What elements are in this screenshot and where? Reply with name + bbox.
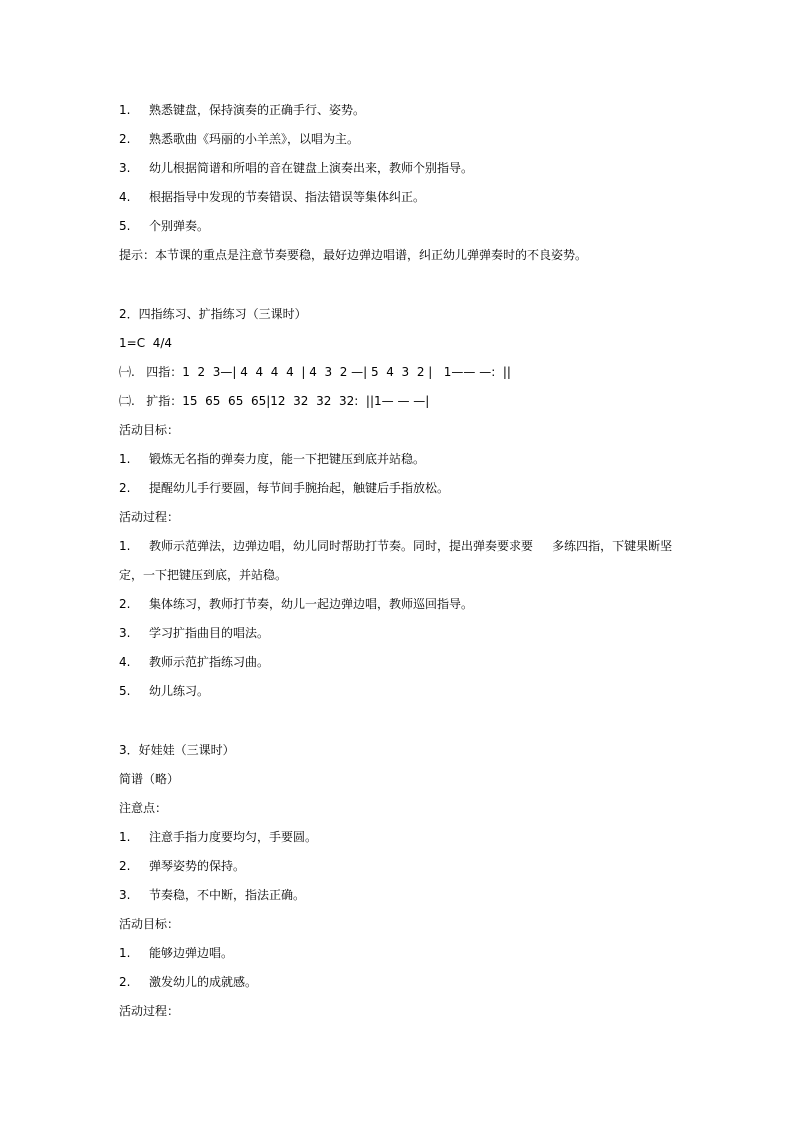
process-label: 活动过程： — [119, 510, 180, 524]
list-item — [119, 131, 359, 147]
list-item — [119, 945, 233, 961]
notation-line: ㈠. 四指：1 2 3—| 4 4 4 4 | 4 3 2 —| 5 4 3 2 | 1—— —: || — [119, 365, 511, 379]
list-item — [119, 625, 269, 641]
list-item — [119, 596, 473, 612]
item-text: 幼儿根据简谱和所唱的音在键盘上演奏出来，教师个别指导。 — [149, 161, 474, 175]
item-number: 3. — [119, 888, 131, 902]
item-number: 2. — [119, 481, 131, 495]
item-text: 个别弹奏。 — [149, 219, 210, 233]
item-number: 2. — [119, 975, 131, 989]
item-number: 4. — [119, 655, 131, 669]
item-number: 1. — [119, 539, 131, 553]
item-number: 4. — [119, 190, 131, 204]
list-item — [119, 858, 245, 874]
tip-text: 提示：本节课的重点是注意节奏要稳，最好边弹边唱谱，纠正幼儿弹弹奏时的不良姿势。 — [119, 248, 588, 262]
item-text: 学习扩指曲目的唱法。 — [149, 626, 270, 640]
item-text: 弹琴姿势的保持。 — [149, 859, 246, 873]
list-item — [119, 974, 257, 990]
item-number: 1. — [119, 830, 131, 844]
list-item — [119, 189, 425, 205]
section-title: 2．四指练习、扩指练习（三课时） — [119, 307, 307, 321]
item-text: 教师示范弹法，边弹边唱，幼儿同时帮助打节奏。同时，提出弹奏要求要 多练四指，下键果断坚 — [149, 539, 673, 553]
item-text: 根据指导中发现的节奏错误、指法错误等集体纠正。 — [149, 190, 426, 204]
list-item — [119, 654, 269, 670]
item-number: 2. — [119, 132, 131, 146]
process-label: 活动过程： — [119, 1004, 180, 1018]
list-item — [119, 451, 425, 467]
item-number: 3. — [119, 626, 131, 640]
item-number: 5. — [119, 219, 131, 233]
item-text: 熟悉键盘，保持演奏的正确手行、姿势。 — [149, 103, 366, 117]
list-item — [119, 218, 209, 234]
item-text: 教师示范扩指练习曲。 — [149, 655, 270, 669]
item-text: 提醒幼儿手行要圆，每节间手腕抬起，触键后手指放松。 — [149, 481, 450, 495]
item-number: 2. — [119, 859, 131, 873]
key-signature: 1=C 4/4 — [119, 336, 173, 350]
item-text: 锻炼无名指的弹奏力度，能一下把键压到底并站稳。 — [149, 452, 426, 466]
list-item — [119, 480, 449, 496]
goal-label: 活动目标： — [119, 423, 180, 437]
list-item — [119, 538, 672, 554]
item-number: 2. — [119, 597, 131, 611]
item-text: 注意手指力度要均匀，手要圆。 — [149, 830, 318, 844]
item-number: 3. — [119, 161, 131, 175]
item-text: 熟悉歌曲《玛丽的小羊羔》，以唱为主。 — [149, 132, 360, 146]
item-number: 1. — [119, 103, 131, 117]
list-item — [119, 683, 209, 699]
list-item — [119, 829, 317, 845]
item-number: 1. — [119, 452, 131, 466]
item-number: 1. — [119, 946, 131, 960]
item-number: 5. — [119, 684, 131, 698]
item-text: 幼儿练习。 — [149, 684, 210, 698]
item-text: 节奏稳，不中断，指法正确。 — [149, 888, 306, 902]
notes-label: 注意点： — [119, 801, 168, 815]
list-item-continued: 定，一下把键压到底，并站稳。 — [119, 568, 288, 582]
goal-label: 活动目标： — [119, 917, 180, 931]
score-note: 简谱（略） — [119, 772, 180, 786]
item-text: 集体练习，教师打节奏，幼儿一起边弹边唱，教师巡回指导。 — [149, 597, 474, 611]
notation-line: ㈡. 扩指：15 65 65 65|12 32 32 32: ||1— — —| — [119, 394, 430, 408]
list-item — [119, 160, 473, 176]
section-title: 3．好娃娃（三课时） — [119, 743, 235, 757]
item-text: 能够边弹边唱。 — [149, 946, 234, 960]
item-text: 激发幼儿的成就感。 — [149, 975, 258, 989]
list-item — [119, 102, 365, 118]
list-item — [119, 887, 305, 903]
